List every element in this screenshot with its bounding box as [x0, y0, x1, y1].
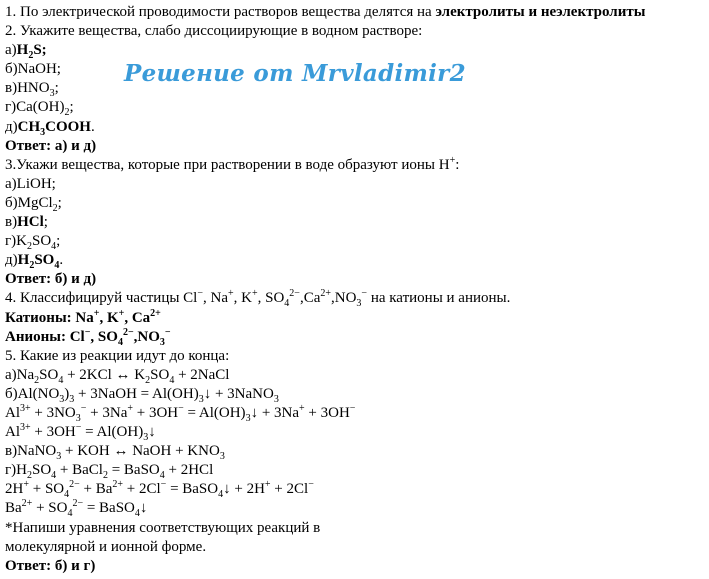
text-line-7	[5, 118, 645, 137]
text-line-12	[5, 213, 645, 232]
subscript: 3	[56, 451, 62, 463]
text-run: = Al(OH)	[81, 424, 144, 441]
text-run: ;	[54, 80, 59, 97]
text-run: б)NaOH;	[5, 61, 61, 78]
subscript: 3	[219, 451, 225, 463]
text-run: в)NaNO	[5, 443, 57, 460]
text-run: Ba	[5, 500, 22, 517]
text-line-2	[5, 22, 645, 41]
subscript: 3	[69, 393, 75, 405]
text-run: + 2KCl ↔ K	[63, 366, 146, 383]
superscript: −	[164, 326, 171, 338]
text-run: .	[90, 118, 95, 135]
superscript: 2+	[150, 307, 161, 319]
subscript: 4	[64, 489, 70, 501]
text-line-25	[5, 461, 645, 480]
text-line-29	[5, 538, 645, 557]
text-run: молекулярной и ионной форме.	[5, 538, 207, 555]
text-line-16	[5, 289, 645, 308]
text-run: д)	[5, 118, 18, 135]
superscript: +	[264, 479, 271, 491]
text-run: д)	[5, 252, 18, 269]
text-run: 2. Укажите вещества, слабо диссоциирующие в водном растворе:	[5, 23, 423, 40]
text-run: + Ba	[79, 481, 113, 498]
text-run: ↓	[139, 500, 148, 517]
text-run: )	[64, 385, 70, 402]
text-line-19	[5, 347, 645, 366]
superscript: −	[197, 288, 203, 300]
text-run: ↓ + 3Na	[250, 404, 300, 421]
superscript: 2+	[320, 288, 331, 300]
subscript: 4	[284, 298, 290, 310]
text-run: 2H	[5, 481, 24, 498]
subscript: 2	[145, 374, 151, 386]
text-run: г)H	[5, 462, 27, 479]
superscript: +	[127, 402, 133, 414]
text-run: ;	[57, 194, 62, 211]
text-line-30	[5, 557, 645, 576]
text-line-23	[5, 423, 645, 442]
subscript: 3	[159, 336, 165, 348]
text-run: , Ca	[124, 309, 151, 326]
subscript: 2	[64, 107, 70, 119]
text-run: 5. Какие из реакции идут до конца:	[5, 347, 230, 364]
text-run: HCl	[17, 214, 44, 231]
text-run: + 3Na	[86, 404, 128, 421]
text-run: , Na	[202, 290, 228, 307]
text-run: = BaSO	[83, 500, 135, 517]
text-line-14	[5, 251, 645, 270]
text-line-21	[5, 385, 645, 404]
superscript: −	[84, 326, 91, 338]
superscript: 3+	[20, 402, 31, 414]
text-run: COOH	[45, 118, 91, 135]
text-run: ,NO	[133, 328, 160, 345]
text-run: Al	[5, 424, 20, 441]
text-line-22	[5, 404, 645, 423]
subscript: 4	[54, 260, 60, 272]
text-run: 4. Классифицируй частицы Cl	[5, 290, 198, 307]
subscript: 4	[169, 374, 175, 386]
subscript: 4	[58, 374, 64, 386]
text-line-13	[5, 232, 645, 251]
subscript: 4	[117, 336, 123, 348]
superscript: −	[80, 402, 87, 414]
superscript: −	[75, 422, 82, 434]
text-run: ;	[69, 99, 74, 116]
subscript: 4	[159, 470, 165, 482]
text-run: ;	[43, 214, 48, 231]
superscript: −	[361, 288, 368, 300]
text-run: Al	[5, 404, 20, 421]
superscript: −	[349, 402, 356, 414]
superscript: 2+	[21, 498, 33, 510]
text-run: а)Na	[5, 366, 35, 383]
text-run: г)Ca(OH)	[5, 99, 65, 116]
text-run: + KOH ↔ NaOH + KNO	[61, 443, 220, 460]
text-run: SO	[31, 233, 52, 250]
subscript: 4	[134, 508, 140, 520]
text-line-3	[5, 41, 645, 60]
text-line-17	[5, 309, 645, 328]
text-run: + 3OH	[30, 424, 76, 441]
text-run: + 3OH	[133, 404, 179, 421]
text-run: = Al(OH)	[183, 404, 246, 421]
text-run: , K	[99, 309, 119, 326]
text-run: :	[455, 156, 460, 173]
text-run: ,Ca	[299, 290, 321, 307]
superscript: 2−	[289, 288, 300, 300]
text-line-9	[5, 156, 645, 175]
subscript: 2	[52, 202, 58, 214]
text-run: + SO	[32, 500, 68, 517]
text-run: + 3NO	[30, 404, 76, 421]
text-run: Ответ: б) и г)	[5, 557, 96, 574]
text-line-26	[5, 480, 645, 499]
superscript: +	[251, 288, 258, 300]
superscript: +	[449, 154, 456, 166]
text-run: на катионы и анионы.	[367, 290, 511, 307]
subscript: 2	[28, 50, 34, 62]
text-run: б)Al(NO	[5, 385, 60, 402]
text-run: *Напиши уравнения соответствующих реакций в	[5, 519, 321, 536]
text-line-18	[5, 328, 645, 347]
text-run: + BaCl	[56, 462, 103, 479]
text-run: SO	[31, 462, 52, 479]
text-run: б)MgCl	[5, 194, 53, 211]
text-line-10	[5, 175, 645, 194]
subscript: 3	[59, 393, 65, 405]
text-line-11	[5, 194, 645, 213]
subscript: 3	[49, 88, 55, 100]
text-run: г)K	[5, 233, 27, 250]
text-run: , SO	[257, 290, 285, 307]
text-run: = BaSO	[107, 462, 160, 479]
text-run: ,NO	[331, 290, 357, 307]
text-run: 1. По электрической проводимости растворов вещества делятся на	[5, 4, 436, 20]
text-run: 3.Укажи вещества, которые при растворении в воде образуют ионы H	[5, 156, 450, 173]
text-line-15	[5, 270, 645, 289]
text-run: Катионы: Na	[5, 309, 94, 326]
subscript: 2	[34, 374, 40, 386]
text-run: ↓	[148, 424, 156, 441]
superscript: 2+	[112, 479, 124, 491]
text-run: + 2HCl	[164, 462, 214, 479]
superscript: −	[308, 479, 314, 491]
text-run: + SO	[28, 481, 65, 498]
text-run: H	[17, 252, 30, 269]
superscript: −	[160, 479, 167, 491]
text-run: SO	[39, 366, 59, 383]
text-run: S;	[33, 42, 47, 59]
text-run: + 3NaOH = Al(OH)	[74, 385, 199, 402]
text-run: .	[59, 252, 64, 269]
text-line-20	[5, 366, 645, 385]
subscript: 4	[218, 489, 224, 501]
subscript: 2	[102, 470, 108, 482]
superscript: 3+	[20, 422, 31, 434]
text-run: , SO	[90, 328, 118, 345]
text-run: а)LiOH;	[5, 175, 56, 192]
text-run: CH	[17, 118, 41, 135]
subscript: 4	[67, 508, 73, 520]
subscript: 3	[198, 393, 204, 405]
text-run: , K	[233, 290, 252, 307]
subscript: 3	[356, 298, 362, 310]
text-line-6	[5, 98, 645, 117]
text-line-8	[5, 137, 645, 156]
text-run: Анионы: Cl	[5, 328, 85, 345]
text-line-24	[5, 442, 645, 461]
text-run: = BaSO	[166, 481, 219, 498]
subscript: 2	[26, 470, 32, 482]
worksheet-text	[5, 3, 645, 576]
text-run: H	[16, 42, 29, 59]
text-line-1	[5, 3, 645, 22]
superscript: +	[227, 288, 234, 300]
superscript: 2−	[122, 326, 134, 338]
superscript: +	[93, 307, 100, 319]
text-run: в)	[5, 214, 18, 231]
subscript: 4	[51, 241, 57, 253]
text-run: ↓ + 2H	[223, 481, 265, 498]
text-run: SO	[34, 252, 55, 269]
superscript: +	[23, 479, 29, 491]
text-run: а)	[5, 42, 17, 59]
text-run: электролиты и неэлектролиты	[435, 4, 646, 20]
superscript: +	[118, 307, 125, 319]
superscript: −	[178, 402, 184, 414]
text-run: + 2NaCl	[174, 366, 230, 383]
superscript: 2−	[72, 498, 84, 510]
subscript: 3	[40, 126, 46, 138]
text-run: ;	[56, 233, 61, 250]
superscript: +	[299, 402, 305, 414]
subscript: 3	[245, 412, 251, 424]
text-run: + 2Cl	[123, 481, 161, 498]
superscript: 2−	[69, 479, 80, 491]
text-line-28	[5, 519, 645, 538]
text-run: Ответ: а) и д)	[5, 137, 97, 154]
text-run: + 3OH	[304, 404, 350, 421]
text-run: SO	[150, 366, 170, 383]
text-run: ↓ + 3NaNO	[203, 385, 274, 402]
text-run: + 2Cl	[270, 481, 309, 498]
watermark: Решение от Mrvladimir2	[124, 60, 466, 87]
subscript: 3	[75, 412, 81, 424]
subscript: 3	[273, 393, 279, 405]
subscript: 4	[51, 470, 57, 482]
text-line-27	[5, 499, 645, 518]
text-run: Ответ: б) и д)	[5, 271, 97, 288]
text-run: в)HNO	[5, 80, 50, 97]
subscript: 2	[29, 260, 35, 272]
subscript: 3	[143, 432, 149, 444]
subscript: 2	[26, 241, 32, 253]
